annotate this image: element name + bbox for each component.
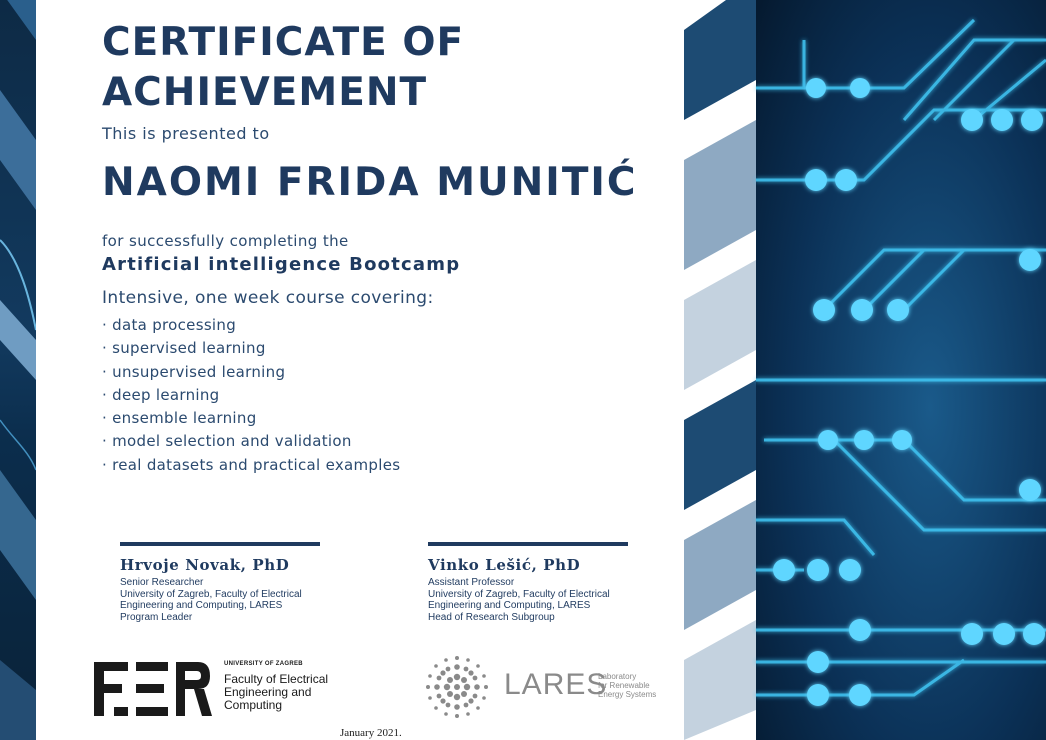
- fer-university-label: UNIVERSITY OF ZAGREB: [224, 661, 303, 667]
- recipient-name: NAOMI FRIDA MUNITIĆ: [102, 160, 638, 205]
- signatory-affiliation: University of Zagreb, Faculty of Electrical: [428, 588, 610, 600]
- fer-logo-text: [224, 673, 328, 712]
- signatory-affiliation: Engineering and Computing, LARES: [120, 600, 283, 611]
- signatory-affiliation: University of Zagreb, Faculty of Electrical: [120, 588, 302, 600]
- topic-item: · real datasets and practical examples: [102, 454, 400, 477]
- fer-line: Computing: [224, 698, 283, 712]
- signatory-affiliation: Engineering and Computing, LARES: [428, 600, 591, 611]
- signatory-title: Assistant Professor: [428, 577, 515, 588]
- signature-line: [120, 542, 320, 546]
- lares-logo: [420, 650, 670, 722]
- fer-logo-mark: [94, 662, 212, 716]
- signature-block-2: [428, 542, 628, 623]
- signatory-role: Head of Research Subgroup: [428, 611, 555, 623]
- topic-item: · data processing: [102, 314, 400, 337]
- fer-logo: [94, 658, 344, 718]
- right-decorative-panel: [684, 0, 1046, 740]
- course-description: Intensive, one week course covering:: [102, 288, 434, 308]
- lares-dots-icon: [420, 650, 494, 724]
- lares-wordmark: LARES: [504, 668, 608, 701]
- signatory-name: Vinko Lešić, PhD: [428, 556, 581, 574]
- left-circuit-graphic: [0, 0, 36, 740]
- signature-block-1: [120, 542, 320, 623]
- topic-item: · model selection and validation: [102, 430, 400, 453]
- topic-item: · unsupervised learning: [102, 361, 400, 384]
- topic-item: · deep learning: [102, 384, 400, 407]
- topics-list: [102, 314, 400, 477]
- lares-line: Laboratory: [598, 672, 637, 681]
- fer-line: Faculty of Electrical: [224, 672, 329, 686]
- course-name: Artificial intelligence Bootcamp: [102, 254, 461, 275]
- lares-line: Energy Systems: [598, 690, 657, 699]
- signatory-name: Hrvoje Novak, PhD: [120, 556, 290, 574]
- fer-line: Engineering and: [224, 685, 312, 699]
- completion-text: for successfully completing the: [102, 232, 349, 250]
- right-circuit-graphic: [684, 0, 1046, 740]
- certificate-date: January 2021.: [340, 727, 402, 739]
- signature-line: [428, 542, 628, 546]
- topic-item: · supervised learning: [102, 337, 400, 360]
- lares-logo-text: [598, 672, 656, 699]
- signatory-role: Program Leader: [120, 611, 193, 623]
- presented-to-text: This is presented to: [102, 124, 270, 143]
- certificate-title: CERTIFICATE OF ACHIEVEMENT: [102, 20, 465, 115]
- left-decorative-panel: [0, 0, 36, 740]
- signatory-title: Senior Researcher: [120, 577, 204, 588]
- topic-item: · ensemble learning: [102, 407, 400, 430]
- lares-line: for Renewable: [598, 681, 650, 690]
